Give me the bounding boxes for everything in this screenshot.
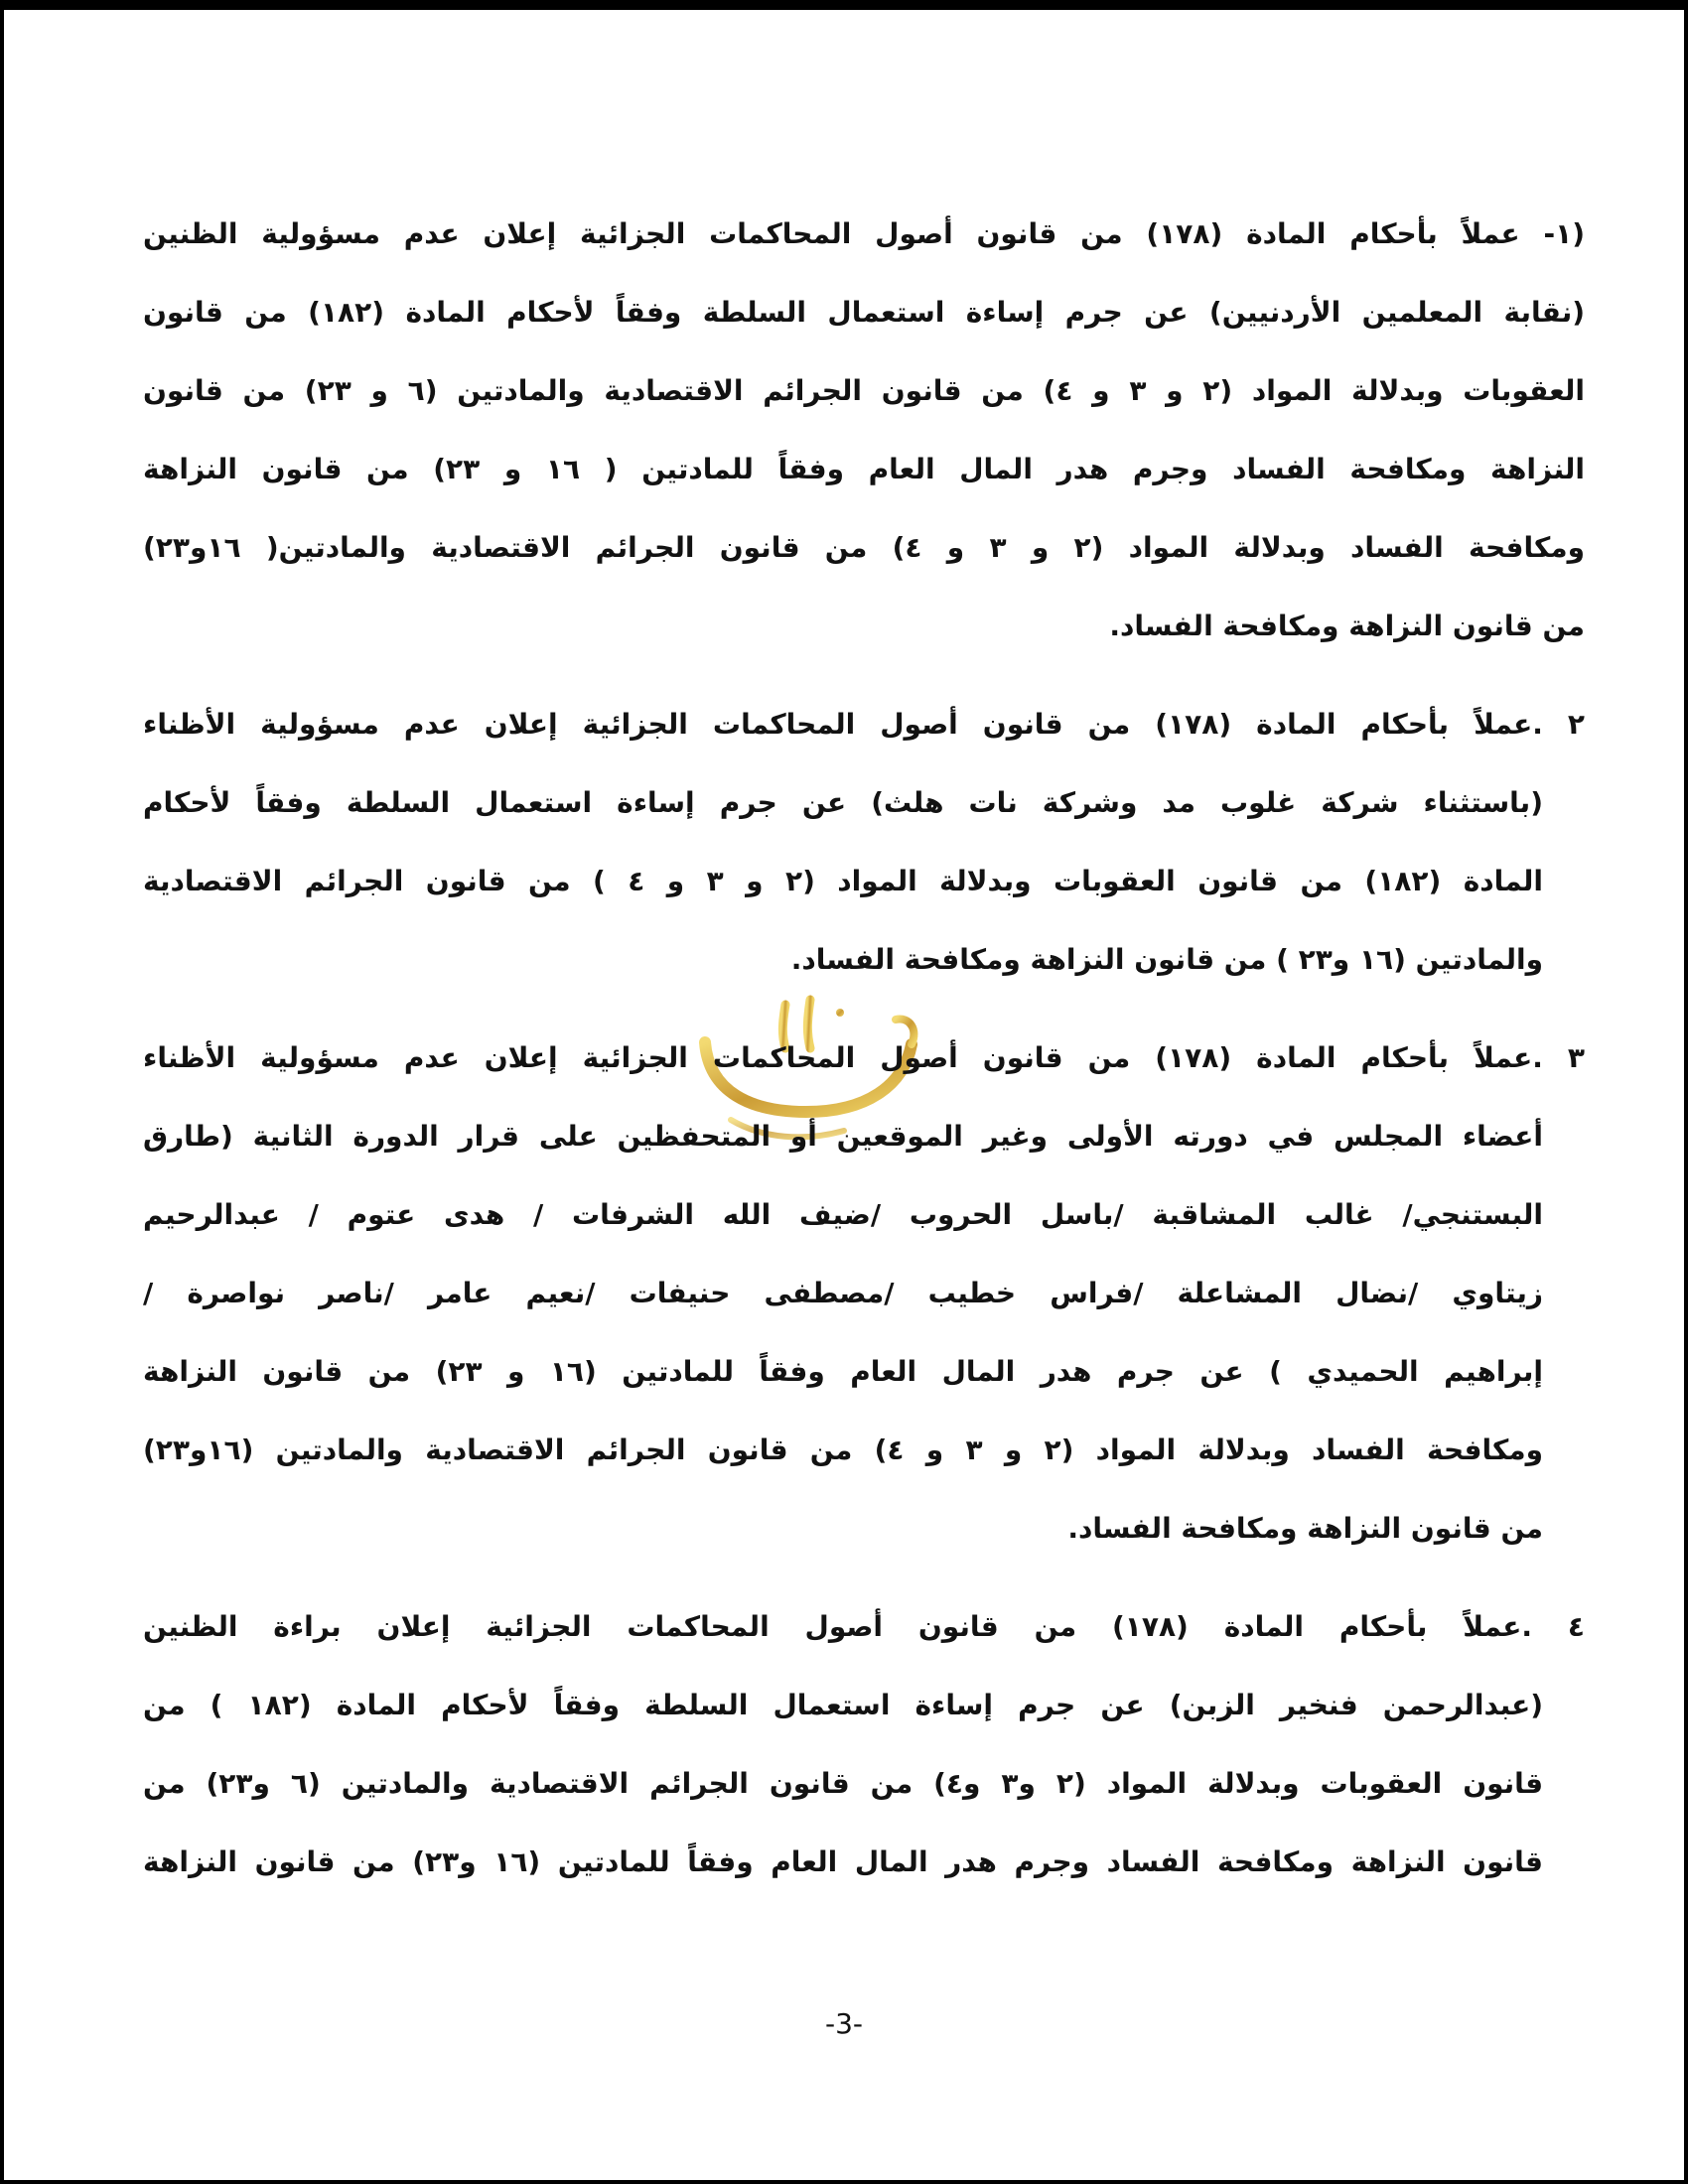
paragraph — [143, 195, 1585, 665]
text-line: البستنجي/ غالب المشاقبة /باسل الحروب /ضيف الله الشرفات / هدى عتوم / عبدالرحيم — [143, 1198, 1543, 1231]
text-line: من قانون النزاهة ومكافحة الفساد. — [1109, 610, 1585, 642]
text-line: النزاهة ومكافحة الفساد وجرم هدر المال العام وفقاً للمادتين ( ١٦ و ٢٣) من قانون النزاهة — [143, 453, 1585, 485]
text-line: قانون النزاهة ومكافحة الفساد وجرم هدر المال العام وفقاً للمادتين (١٦ و٢٣) من قانون النزاهة — [143, 1845, 1543, 1878]
text-line: ومكافحة الفساد وبدلالة المواد (٢ و ٣ و ٤) من قانون الجرائم الاقتصادية والمادتين (١٦و٢٣) — [143, 1433, 1543, 1466]
text-line: (باستثناء شركة غلوب مد وشركة نات هلث) عن جرم إساءة استعمال السلطة وفقاً لأحكام — [143, 786, 1543, 819]
text-line: قانون العقوبات وبدلالة المواد (٢ و٣ و٤) من قانون الجرائم الاقتصادية والمادتين (٦ و٢٣) من — [143, 1767, 1543, 1800]
text-line: (١- عملاً بأحكام المادة (١٧٨) من قانون أصول المحاكمات الجزائية إعلان عدم مسؤولية الظنين — [143, 217, 1585, 250]
text-line: ٤ .عملاً بأحكام المادة (١٧٨) من قانون أصول المحاكمات الجزائية إعلان براءة الظنين — [143, 1610, 1585, 1643]
text-line: من قانون النزاهة ومكافحة الفساد. — [1067, 1512, 1543, 1545]
paragraph — [143, 1587, 1585, 1901]
text-line: زيتاوي /نضال المشاعلة /فراس خطيب /مصطفى حنيفات /نعيم عامر /ناصر نواصرة / — [143, 1277, 1543, 1309]
page-number: -3- — [824, 2007, 864, 2040]
paragraph — [143, 685, 1585, 999]
paragraph — [143, 1019, 1585, 1568]
text-line: ٣ .عملاً بأحكام المادة (١٧٨) من قانون أصول المحاكمات الجزائية إعلان عدم مسؤولية الأظناء — [143, 1041, 1585, 1074]
text-line: إبراهيم الحميدي ) عن جرم هدر المال العام وفقاً للمادتين (١٦ و ٢٣) من قانون النزاهة — [143, 1355, 1543, 1388]
text-line: ٢ .عملاً بأحكام المادة (١٧٨) من قانون أصول المحاكمات الجزائية إعلان عدم مسؤولية الأظناء — [143, 708, 1585, 741]
text-line: والمادتين (١٦ و٢٣ ) من قانون النزاهة ومكافحة الفساد. — [790, 943, 1543, 976]
text-line: أعضاء المجلس في دورته الأولى وغير الموقعين أو المتحفظين على قرار الدورة الثانية (طارق — [143, 1120, 1543, 1153]
text-line: (نقابة المعلمين الأردنيين) عن جرم إساءة استعمال السلطة وفقاً لأحكام المادة (١٨٢) من قانون — [143, 296, 1585, 329]
text-line: (عبدالرحمن فنخير الزبن) عن جرم إساءة استعمال السلطة وفقاً لأحكام المادة (١٨٢ ) من — [143, 1689, 1543, 1721]
text-line: المادة (١٨٢) من قانون العقوبات وبدلالة المواد (٢ و ٣ و ٤ ) من قانون الجرائم الاقتصادية — [143, 865, 1543, 897]
text-line: العقوبات وبدلالة المواد (٢ و ٣ و ٤) من قانون الجرائم الاقتصادية والمادتين (٦ و ٢٣) من قانون — [143, 374, 1585, 407]
text-line: ومكافحة الفساد وبدلالة المواد (٢ و ٣ و ٤) من قانون الجرائم الاقتصادية والمادتين( ١٦و٢٣) — [143, 531, 1585, 564]
document-body — [143, 195, 1585, 1921]
